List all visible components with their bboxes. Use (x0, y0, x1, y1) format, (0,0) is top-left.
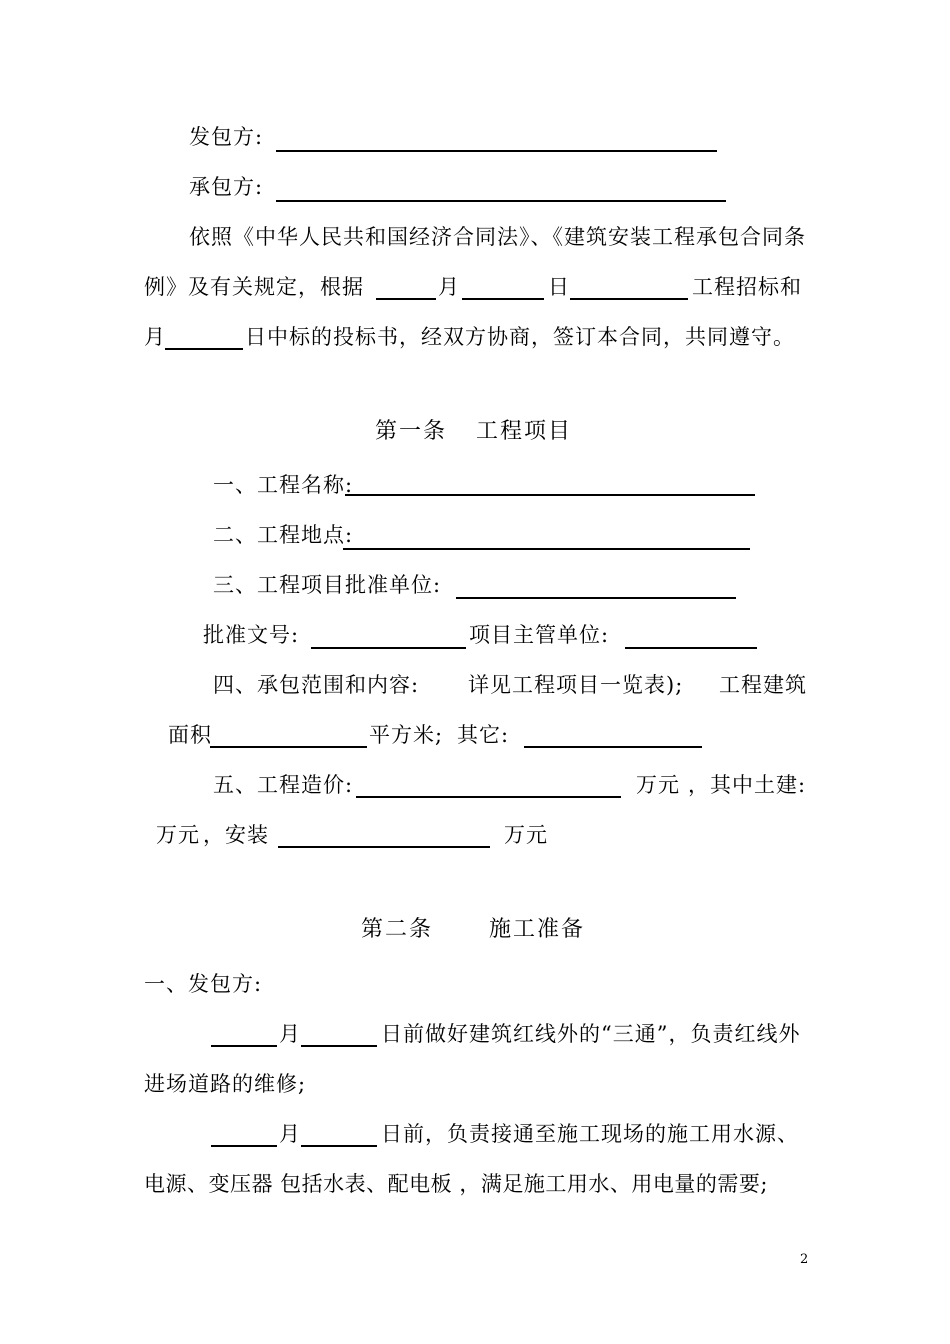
article-2-title: 施工准备 (489, 917, 586, 942)
month-label-2: 月 (279, 1122, 301, 1146)
three-connections-day-blank[interactable] (301, 1045, 377, 1047)
project-site-label: 二、工程地点: (213, 523, 354, 547)
three-connections-text: 日前做好建筑红线外的“三通”，负责红线外 (381, 1022, 801, 1046)
civil-works-label: ，其中土建: (688, 773, 807, 797)
utilities-text: 日前，负责接通至施工现场的施工用水源、 (381, 1122, 799, 1146)
supervising-unit-label: 项目主管单位: (469, 623, 610, 647)
intro-month-label-2: 月 (144, 325, 166, 349)
scope-label: 四、承包范围和内容: (213, 673, 420, 697)
intro-day-label: 日 (548, 275, 570, 299)
party-b-label: 承包方: (189, 175, 264, 199)
floor-area-label-b: 面积 (168, 723, 212, 747)
tender-month-blank[interactable] (376, 298, 436, 300)
supervising-unit-blank[interactable] (625, 647, 757, 649)
intro-line-3: 日中标的投标书，经双方协商，签订本合同，共同遵守。 (245, 325, 795, 349)
approval-number-label: 批准文号: (203, 623, 300, 647)
intro-line-1: 依照《中华人民共和国经济合同法》、《建筑安装工程承包合同条 (189, 225, 806, 249)
utilities-day-blank[interactable] (301, 1145, 377, 1147)
power-supply-text: 电源、变压器 包括水表、配电板 ，满足施工用水、用电量的需要; (144, 1172, 768, 1196)
article-2-number: 第二条 (361, 917, 434, 942)
floor-area-label-a: 工程建筑 (719, 673, 807, 697)
utilities-month-blank[interactable] (211, 1145, 277, 1147)
other-label: 其它: (457, 723, 510, 747)
award-day-blank[interactable] (165, 348, 243, 350)
page-number: 2 (800, 1252, 809, 1267)
installation-label: ，安装 (203, 823, 269, 847)
party-a-blank[interactable] (276, 150, 717, 152)
three-connections-month-blank[interactable] (211, 1045, 277, 1047)
employer-duties-heading: 一、发包方: (144, 972, 263, 996)
installation-unit: 万元 (504, 823, 548, 847)
project-name-label: 一、工程名称: (213, 473, 354, 497)
project-name-blank[interactable] (345, 494, 755, 496)
party-b-blank[interactable] (276, 200, 726, 202)
installation-blank[interactable] (278, 846, 490, 848)
intro-line-2d: 工程招标和 (692, 275, 802, 299)
approval-unit-label: 三、工程项目批准单位: (213, 573, 442, 597)
other-blank[interactable] (524, 746, 702, 748)
contract-price-unit: 万元 (636, 773, 680, 797)
party-a-label: 发包方: (189, 125, 264, 149)
contract-price-blank[interactable] (356, 796, 621, 798)
tender-project-blank[interactable] (570, 298, 688, 300)
approval-number-blank[interactable] (311, 647, 466, 649)
scope-detail: 详见工程项目一览表); (468, 673, 684, 697)
contract-price-label: 五、工程造价: (213, 773, 354, 797)
floor-area-blank[interactable] (210, 746, 367, 748)
tender-day-blank[interactable] (462, 298, 544, 300)
approval-unit-blank[interactable] (456, 597, 736, 599)
article-1-title: 工程项目 (476, 419, 573, 444)
square-meter-unit: 平方米; (369, 723, 444, 747)
intro-month-label: 月 (438, 275, 460, 299)
project-site-blank[interactable] (343, 548, 750, 550)
intro-line-2a: 例》及有关规定，根据 (144, 275, 364, 299)
road-maintenance-text: 进场道路的维修; (144, 1072, 307, 1096)
civil-works-unit: 万元 (156, 823, 200, 847)
month-label-1: 月 (279, 1022, 301, 1046)
article-1-number: 第一条 (375, 419, 448, 444)
